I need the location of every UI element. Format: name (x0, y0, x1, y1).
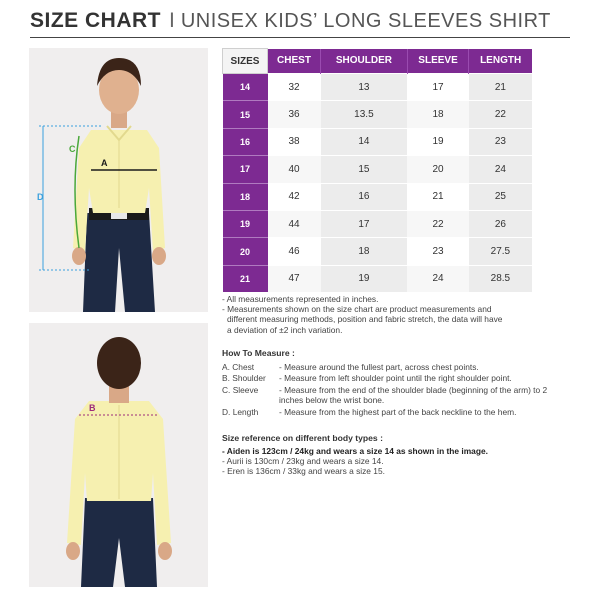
measure-item-label: A. Chest (222, 361, 255, 372)
shoulder-cell: 17 (321, 210, 408, 237)
sleeve-cell: 20 (407, 156, 468, 183)
chest-cell: 44 (268, 210, 321, 237)
shoulder-cell: 15 (321, 156, 408, 183)
length-cell: 23 (469, 128, 532, 155)
measure-item-desc: - Measure around the fullest part, across chest points. (279, 361, 479, 372)
measure-label-a: A (101, 158, 108, 168)
chest-cell: 47 (268, 265, 321, 292)
table-row (223, 156, 533, 183)
length-cell: 28.5 (469, 265, 532, 292)
sleeve-cell: 23 (407, 238, 468, 265)
table-row (223, 183, 533, 210)
size-cell: 17 (223, 156, 268, 183)
reference-line: - Aiden is 123cm / 24kg and wears a size 14 as shown in the image. (222, 446, 488, 456)
measure-item (222, 362, 567, 373)
title-separator: I (169, 9, 175, 32)
measure-item-desc: - Measure from left shoulder point until the right shoulder point. (279, 373, 512, 383)
length-cell: 24 (469, 156, 532, 183)
measure-item-label: D. Length (222, 406, 259, 417)
shoulder-cell: 13 (321, 74, 408, 101)
how-to-title: How To Measure : (222, 348, 295, 358)
measure-item (222, 373, 567, 384)
front-view-illustration (29, 48, 208, 312)
sleeve-cell: 17 (407, 74, 468, 101)
length-cell: 25 (469, 183, 532, 210)
header-divider (30, 37, 570, 38)
length-cell: 21 (469, 74, 532, 101)
shoulder-cell: 16 (321, 183, 408, 210)
table-row (223, 128, 533, 155)
sleeve-cell: 19 (407, 128, 468, 155)
measure-item-label: B. Shoulder (222, 373, 266, 383)
length-cell: 27.5 (469, 238, 532, 265)
page-subtitle: UNISEX KIDS’ LONG SLEEVES SHIRT (180, 10, 551, 32)
header-shoulder: SHOULDER (321, 49, 408, 74)
header-chest: CHEST (268, 49, 321, 74)
size-cell: 14 (223, 74, 268, 101)
measurement-notes (222, 294, 567, 335)
size-cell: 20 (223, 238, 268, 265)
measure-item-label: C. Sleeve (222, 384, 259, 395)
how-to-measure (222, 348, 567, 418)
note-line: - Measurements shown on the size chart are product measurements and (222, 304, 492, 315)
table-header-row (223, 49, 533, 74)
size-cell: 16 (223, 128, 268, 155)
table-row (223, 101, 533, 128)
size-cell: 15 (223, 101, 268, 128)
header-sleeve: SLEEVE (407, 49, 468, 74)
size-reference (222, 433, 567, 476)
back-view-illustration (29, 323, 208, 587)
note-line: different measuring methods, position and fabric stretch, the data will have (227, 314, 503, 325)
back-view-photo (29, 323, 208, 587)
shoulder-cell: 13.5 (321, 101, 408, 128)
size-cell: 21 (223, 265, 268, 292)
size-cell: 18 (223, 183, 268, 210)
sleeve-cell: 22 (407, 210, 468, 237)
reference-line: - Aurii is 130cm / 23kg and wears a size 14. (222, 456, 384, 466)
chest-cell: 36 (268, 101, 321, 128)
length-cell: 22 (469, 101, 532, 128)
size-cell: 19 (223, 210, 268, 237)
sleeve-cell: 18 (407, 101, 468, 128)
size-reference-title: Size reference on different body types : (222, 433, 383, 443)
header-sizes: SIZES (223, 49, 268, 74)
page-title: SIZE CHART (30, 9, 161, 32)
chest-cell: 42 (268, 183, 321, 210)
reference-line: - Eren is 136cm / 33kg and wears a size 15. (222, 466, 385, 476)
measure-item (222, 407, 567, 418)
sleeve-cell: 21 (407, 183, 468, 210)
table-row (223, 265, 533, 292)
page-header (30, 9, 551, 35)
shoulder-cell: 19 (321, 265, 408, 292)
note-line: a deviation of ±2 inch variation. (227, 324, 343, 335)
length-cell: 26 (469, 210, 532, 237)
chest-cell: 40 (268, 156, 321, 183)
table-row (223, 210, 533, 237)
measure-item-desc: - Measure from the highest part of the back neckline to the hem. (279, 406, 517, 417)
header-length: LENGTH (469, 49, 532, 74)
chest-cell: 32 (268, 74, 321, 101)
measure-label-b: B (89, 403, 96, 413)
table-row (223, 238, 533, 265)
measure-item-desc: - Measure from the end of the shoulder blade (beginning of the arm) to 2 inches below the wrist bone. (279, 384, 548, 405)
sleeve-cell: 24 (407, 265, 468, 292)
table-row (223, 74, 533, 101)
chest-cell: 46 (268, 238, 321, 265)
chest-cell: 38 (268, 128, 321, 155)
measure-label-c: C (69, 144, 76, 154)
size-chart-table (222, 48, 532, 292)
measure-label-d: D (37, 192, 44, 202)
front-view-photo (29, 48, 208, 312)
note-line: - All measurements represented in inches. (222, 294, 379, 304)
shoulder-cell: 18 (321, 238, 408, 265)
shoulder-cell: 14 (321, 128, 408, 155)
measure-item (222, 385, 567, 406)
